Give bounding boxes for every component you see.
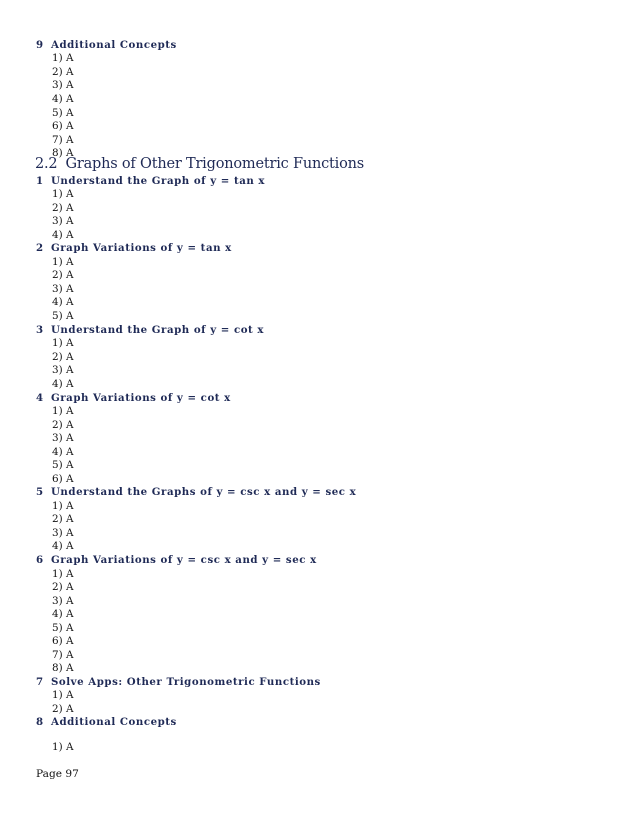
objective-title: Additional Concepts bbox=[51, 716, 177, 728]
answer-item: 4) A bbox=[52, 540, 74, 552]
answer-item: 4) A bbox=[52, 296, 74, 308]
answer-item: 8) A bbox=[52, 662, 74, 674]
answer-item: 5) A bbox=[52, 622, 74, 634]
objective-title: Graph Variations of y = tan x bbox=[51, 242, 232, 254]
answer-item: 4) A bbox=[52, 378, 74, 390]
objective-number: 1 bbox=[36, 175, 44, 187]
objective-number: 9 bbox=[36, 39, 44, 51]
answer-item: 2) A bbox=[52, 66, 74, 78]
objective-heading bbox=[36, 393, 231, 403]
answer-item: 2) A bbox=[52, 703, 74, 715]
section-number: 2.2 bbox=[35, 156, 58, 172]
objective-heading bbox=[36, 555, 317, 565]
objective-number: 7 bbox=[36, 676, 44, 688]
answer-item: 4) A bbox=[52, 93, 74, 105]
answer-item: 1) A bbox=[52, 405, 74, 417]
objective-number: 4 bbox=[36, 392, 44, 404]
section-heading bbox=[35, 157, 364, 172]
objective-number: 2 bbox=[36, 242, 44, 254]
objective-number: 3 bbox=[36, 324, 44, 336]
answer-item: 2) A bbox=[52, 351, 74, 363]
answer-item: 5) A bbox=[52, 107, 74, 119]
objective-number: 6 bbox=[36, 554, 44, 566]
answer-item: 3) A bbox=[52, 79, 74, 91]
answer-item: 1) A bbox=[52, 689, 74, 701]
answer-item: 1) A bbox=[52, 52, 74, 64]
answer-item: 1) A bbox=[52, 337, 74, 349]
objective-heading bbox=[36, 176, 265, 186]
objective-title: Graph Variations of y = cot x bbox=[51, 392, 231, 404]
answer-item: 4) A bbox=[52, 446, 74, 458]
answer-item: 3) A bbox=[52, 283, 74, 295]
objective-heading bbox=[36, 677, 321, 687]
answer-item: 6) A bbox=[52, 120, 74, 132]
objective-title: Graph Variations of y = csc x and y = sec x bbox=[51, 554, 317, 566]
answer-item: 5) A bbox=[52, 459, 74, 471]
objective-title: Understand the Graph of y = cot x bbox=[51, 324, 265, 336]
answer-item: 6) A bbox=[52, 473, 74, 485]
objective-heading bbox=[36, 243, 232, 253]
answer-item: 2) A bbox=[52, 581, 74, 593]
objective-heading bbox=[36, 325, 264, 335]
answer-item: 2) A bbox=[52, 513, 74, 525]
answer-item: 7) A bbox=[52, 649, 74, 661]
objective-title: Additional Concepts bbox=[51, 39, 177, 51]
answer-item: 8) A bbox=[52, 147, 74, 159]
answer-item: 5) A bbox=[52, 310, 74, 322]
answer-item: 3) A bbox=[52, 364, 74, 376]
objective-number: 8 bbox=[36, 716, 44, 728]
objective-title: Understand the Graphs of y = csc x and y = sec x bbox=[51, 486, 357, 498]
answer-item: 1) A bbox=[52, 256, 74, 268]
answer-item: 3) A bbox=[52, 527, 74, 539]
answer-item: 1) A bbox=[52, 188, 74, 200]
objective-heading bbox=[36, 487, 356, 497]
answer-item: 3) A bbox=[52, 215, 74, 227]
answer-item: 2) A bbox=[52, 202, 74, 214]
objective-number: 5 bbox=[36, 486, 44, 498]
answer-item: 4) A bbox=[52, 608, 74, 620]
objective-title: Solve Apps: Other Trigonometric Functions bbox=[51, 676, 321, 688]
section-title: Graphs of Other Trigonometric Functions bbox=[65, 156, 364, 172]
answer-item: 1) A bbox=[52, 568, 74, 580]
answer-item: 4) A bbox=[52, 229, 74, 241]
objective-title: Understand the Graph of y = tan x bbox=[51, 175, 266, 187]
answer-item: 1) A bbox=[52, 500, 74, 512]
objective-heading bbox=[36, 40, 177, 50]
answer-item: 7) A bbox=[52, 134, 74, 146]
objective-heading bbox=[36, 717, 177, 727]
answer-item: 2) A bbox=[52, 419, 74, 431]
answer-item: 6) A bbox=[52, 635, 74, 647]
answer-item: 2) A bbox=[52, 269, 74, 281]
page-number: Page 97 bbox=[36, 768, 79, 780]
answer-item: 1) A bbox=[52, 741, 74, 753]
answer-item: 3) A bbox=[52, 432, 74, 444]
answer-item: 3) A bbox=[52, 595, 74, 607]
